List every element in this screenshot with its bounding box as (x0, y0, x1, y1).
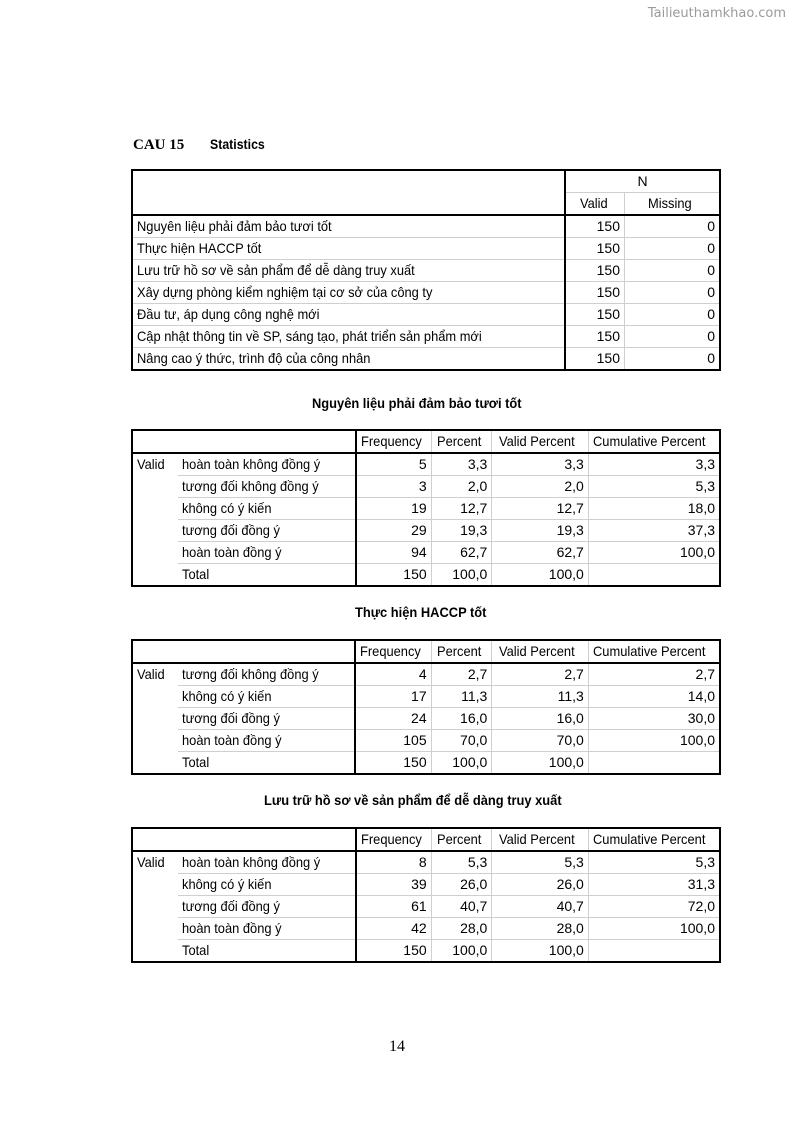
freq-percent: 3,3 (431, 453, 492, 476)
freq-cumulative-percent: 30,0 (588, 708, 720, 730)
freq-row (132, 851, 720, 874)
freq-frequency: 19 (356, 498, 432, 520)
freq-category: tương đối đồng ý (182, 522, 281, 538)
stats-row (132, 238, 720, 260)
freq-valid-percent: 100,0 (492, 752, 589, 775)
freq-cumulative-percent: 5,3 (588, 851, 720, 874)
freq-category: Total (182, 754, 210, 770)
freq-cumulative-percent: 14,0 (588, 686, 720, 708)
stats-row-missing: 0 (625, 260, 721, 282)
freq-percent: 100,0 (431, 940, 492, 963)
freq-percent: 2,7 (431, 663, 492, 686)
freq-cumulative-percent (588, 940, 720, 963)
freq-frequency: 94 (356, 542, 432, 564)
section-code: CAU 15 (133, 137, 185, 153)
stats-row-valid: 150 (565, 304, 625, 326)
stats-row-valid: 150 (565, 238, 625, 260)
freq-cumulative-percent: 37,3 (588, 520, 720, 542)
frequency-table-2 (131, 639, 721, 775)
freq-header-percent: Percent (431, 640, 492, 663)
freq-frequency: 150 (355, 752, 431, 775)
freq-category: tương đối đồng ý (182, 898, 281, 914)
freq-valid-percent: 2,7 (492, 663, 589, 686)
freq-category: hoàn toàn không đồng ý (182, 456, 321, 472)
stats-row-valid: 150 (565, 326, 625, 348)
stats-row-missing: 0 (625, 238, 721, 260)
freq-valid-percent: 16,0 (492, 708, 589, 730)
freq-cumulative-percent: 31,3 (588, 874, 720, 896)
freq-valid-percent: 28,0 (492, 918, 589, 940)
stats-row-valid: 150 (565, 282, 625, 304)
freq-header-blank (132, 640, 355, 663)
freq-row (132, 918, 720, 940)
freq-header-blank (132, 828, 356, 851)
freq-header-frequency: Frequency (355, 640, 431, 663)
freq-row (132, 686, 720, 708)
stats-row-missing: 0 (625, 215, 721, 238)
stats-row-label: Cập nhật thông tin về SP, sáng tạo, phát triển sản phẩm mới (137, 328, 482, 344)
freq-cumulative-percent: 72,0 (588, 896, 720, 918)
freq-percent: 5,3 (431, 851, 492, 874)
stats-row-label: Đầu tư, áp dụng công nghệ mới (137, 306, 320, 322)
freq-header-valid-percent: Valid Percent (492, 640, 589, 663)
freq-percent: 100,0 (431, 752, 492, 775)
freq-header-percent: Percent (431, 430, 492, 453)
freq-frequency: 24 (355, 708, 431, 730)
stats-header-blank (132, 170, 565, 215)
stats-valid-header: Valid (565, 193, 625, 216)
frequency-table-1 (131, 429, 721, 587)
stats-row-missing: 0 (625, 348, 721, 371)
freq-header-row (132, 430, 720, 453)
stats-row (132, 282, 720, 304)
freq-category: hoàn toàn không đồng ý (182, 854, 321, 870)
freq-row (132, 476, 720, 498)
stats-row-valid: 150 (565, 348, 625, 371)
freq-total-row (132, 564, 720, 587)
freq-cumulative-percent: 100,0 (588, 918, 720, 940)
freq-valid-percent: 100,0 (492, 940, 589, 963)
freq-cumulative-percent: 3,3 (588, 453, 720, 476)
freq-percent: 70,0 (431, 730, 492, 752)
stats-row-missing: 0 (625, 326, 721, 348)
freq-frequency: 61 (356, 896, 432, 918)
section-heading (133, 136, 272, 154)
freq-header-frequency: Frequency (356, 828, 432, 851)
freq-cumulative-percent (588, 752, 720, 775)
freq-frequency: 5 (356, 453, 432, 476)
freq-valid-percent: 40,7 (492, 896, 589, 918)
stats-header-row (132, 170, 720, 193)
freq-row (132, 896, 720, 918)
freq-frequency: 4 (355, 663, 431, 686)
freq-header-cumulative-percent: Cumulative Percent (588, 828, 720, 851)
freq-category: Total (182, 566, 210, 582)
freq-frequency: 150 (356, 940, 432, 963)
freq-valid-percent: 5,3 (492, 851, 589, 874)
freq-category: tương đối không đồng ý (182, 666, 319, 682)
freq-percent: 26,0 (431, 874, 492, 896)
freq-percent: 12,7 (431, 498, 492, 520)
freq-valid-percent: 19,3 (492, 520, 589, 542)
freq-valid-label: Valid (132, 851, 178, 962)
freq-table-title: Thực hiện HACCP tốt (354, 604, 487, 620)
freq-row (132, 663, 720, 686)
stats-row-label: Thực hiện HACCP tốt (137, 240, 262, 256)
stats-row (132, 326, 720, 348)
freq-percent: 62,7 (431, 542, 492, 564)
freq-cumulative-percent: 5,3 (588, 476, 720, 498)
freq-header-percent: Percent (431, 828, 492, 851)
freq-header-blank (132, 430, 356, 453)
freq-valid-label: Valid (132, 663, 178, 774)
freq-category: không có ý kiến (182, 500, 272, 516)
freq-cumulative-percent: 100,0 (588, 542, 720, 564)
stats-row (132, 348, 720, 371)
freq-category: hoàn toàn đồng ý (182, 544, 282, 560)
freq-category: hoàn toàn đồng ý (182, 920, 282, 936)
freq-row (132, 453, 720, 476)
stats-row-label: Xây dựng phòng kiểm nghiệm tại cơ sở của công ty (137, 284, 433, 300)
freq-frequency: 17 (355, 686, 431, 708)
freq-table-title: Nguyên liệu phải đảm bảo tươi tốt (312, 395, 522, 411)
freq-row (132, 520, 720, 542)
statistics-table (131, 169, 721, 371)
freq-category: Total (182, 942, 210, 958)
freq-valid-percent: 62,7 (492, 542, 589, 564)
freq-percent: 28,0 (431, 918, 492, 940)
freq-frequency: 42 (356, 918, 432, 940)
stats-row-valid: 150 (565, 215, 625, 238)
freq-frequency: 3 (356, 476, 432, 498)
freq-header-row (132, 828, 720, 851)
stats-missing-header: Missing (625, 193, 721, 216)
freq-percent: 40,7 (431, 896, 492, 918)
stats-n-header: N (565, 170, 720, 193)
freq-header-cumulative-percent: Cumulative Percent (588, 640, 720, 663)
freq-header-valid-percent: Valid Percent (492, 828, 589, 851)
stats-row (132, 304, 720, 326)
freq-frequency: 29 (356, 520, 432, 542)
freq-table-title: Lưu trữ hồ sơ về sản phẩm để dễ dàng truy xuất (264, 792, 562, 808)
freq-percent: 19,3 (431, 520, 492, 542)
freq-cumulative-percent: 18,0 (588, 498, 720, 520)
freq-category: tương đối đồng ý (182, 710, 281, 726)
freq-frequency: 8 (356, 851, 432, 874)
freq-percent: 11,3 (431, 686, 492, 708)
freq-valid-label: Valid (132, 453, 178, 586)
stats-row-missing: 0 (625, 304, 721, 326)
freq-percent: 100,0 (431, 564, 492, 587)
freq-valid-percent: 100,0 (492, 564, 589, 587)
freq-row (132, 542, 720, 564)
freq-valid-percent: 26,0 (492, 874, 589, 896)
freq-header-cumulative-percent: Cumulative Percent (588, 430, 720, 453)
freq-header-row (132, 640, 720, 663)
page-number: 14 (389, 1038, 405, 1055)
freq-valid-percent: 11,3 (492, 686, 589, 708)
freq-category: không có ý kiến (182, 876, 272, 892)
watermark: Tailieuthamkhao.com (647, 6, 786, 21)
freq-header-valid-percent: Valid Percent (492, 430, 589, 453)
stats-row (132, 260, 720, 282)
stats-row (132, 215, 720, 238)
section-title: Statistics (210, 136, 265, 152)
freq-frequency: 105 (355, 730, 431, 752)
frequency-table-3 (131, 827, 721, 963)
stats-row-label: Nâng cao ý thức, trình độ của công nhân (137, 350, 371, 366)
freq-total-row (132, 752, 720, 775)
stats-row-missing: 0 (625, 282, 721, 304)
freq-header-frequency: Frequency (356, 430, 432, 453)
freq-frequency: 39 (356, 874, 432, 896)
freq-row (132, 874, 720, 896)
freq-category: hoàn toàn đồng ý (182, 732, 282, 748)
freq-cumulative-percent: 2,7 (588, 663, 720, 686)
freq-valid-percent: 70,0 (492, 730, 589, 752)
freq-cumulative-percent (588, 564, 720, 587)
freq-cumulative-percent: 100,0 (588, 730, 720, 752)
stats-row-valid: 150 (565, 260, 625, 282)
freq-total-row (132, 940, 720, 963)
freq-row (132, 730, 720, 752)
freq-row (132, 498, 720, 520)
freq-frequency: 150 (356, 564, 432, 587)
freq-valid-percent: 12,7 (492, 498, 589, 520)
freq-valid-percent: 3,3 (492, 453, 589, 476)
freq-percent: 16,0 (431, 708, 492, 730)
freq-valid-percent: 2,0 (492, 476, 589, 498)
freq-category: không có ý kiến (182, 688, 272, 704)
freq-row (132, 708, 720, 730)
stats-row-label: Nguyên liệu phải đảm bảo tươi tốt (137, 218, 332, 234)
stats-row-label: Lưu trữ hồ sơ về sản phẩm để dễ dàng truy xuất (137, 262, 415, 278)
freq-category: tương đối không đồng ý (182, 478, 319, 494)
freq-percent: 2,0 (431, 476, 492, 498)
